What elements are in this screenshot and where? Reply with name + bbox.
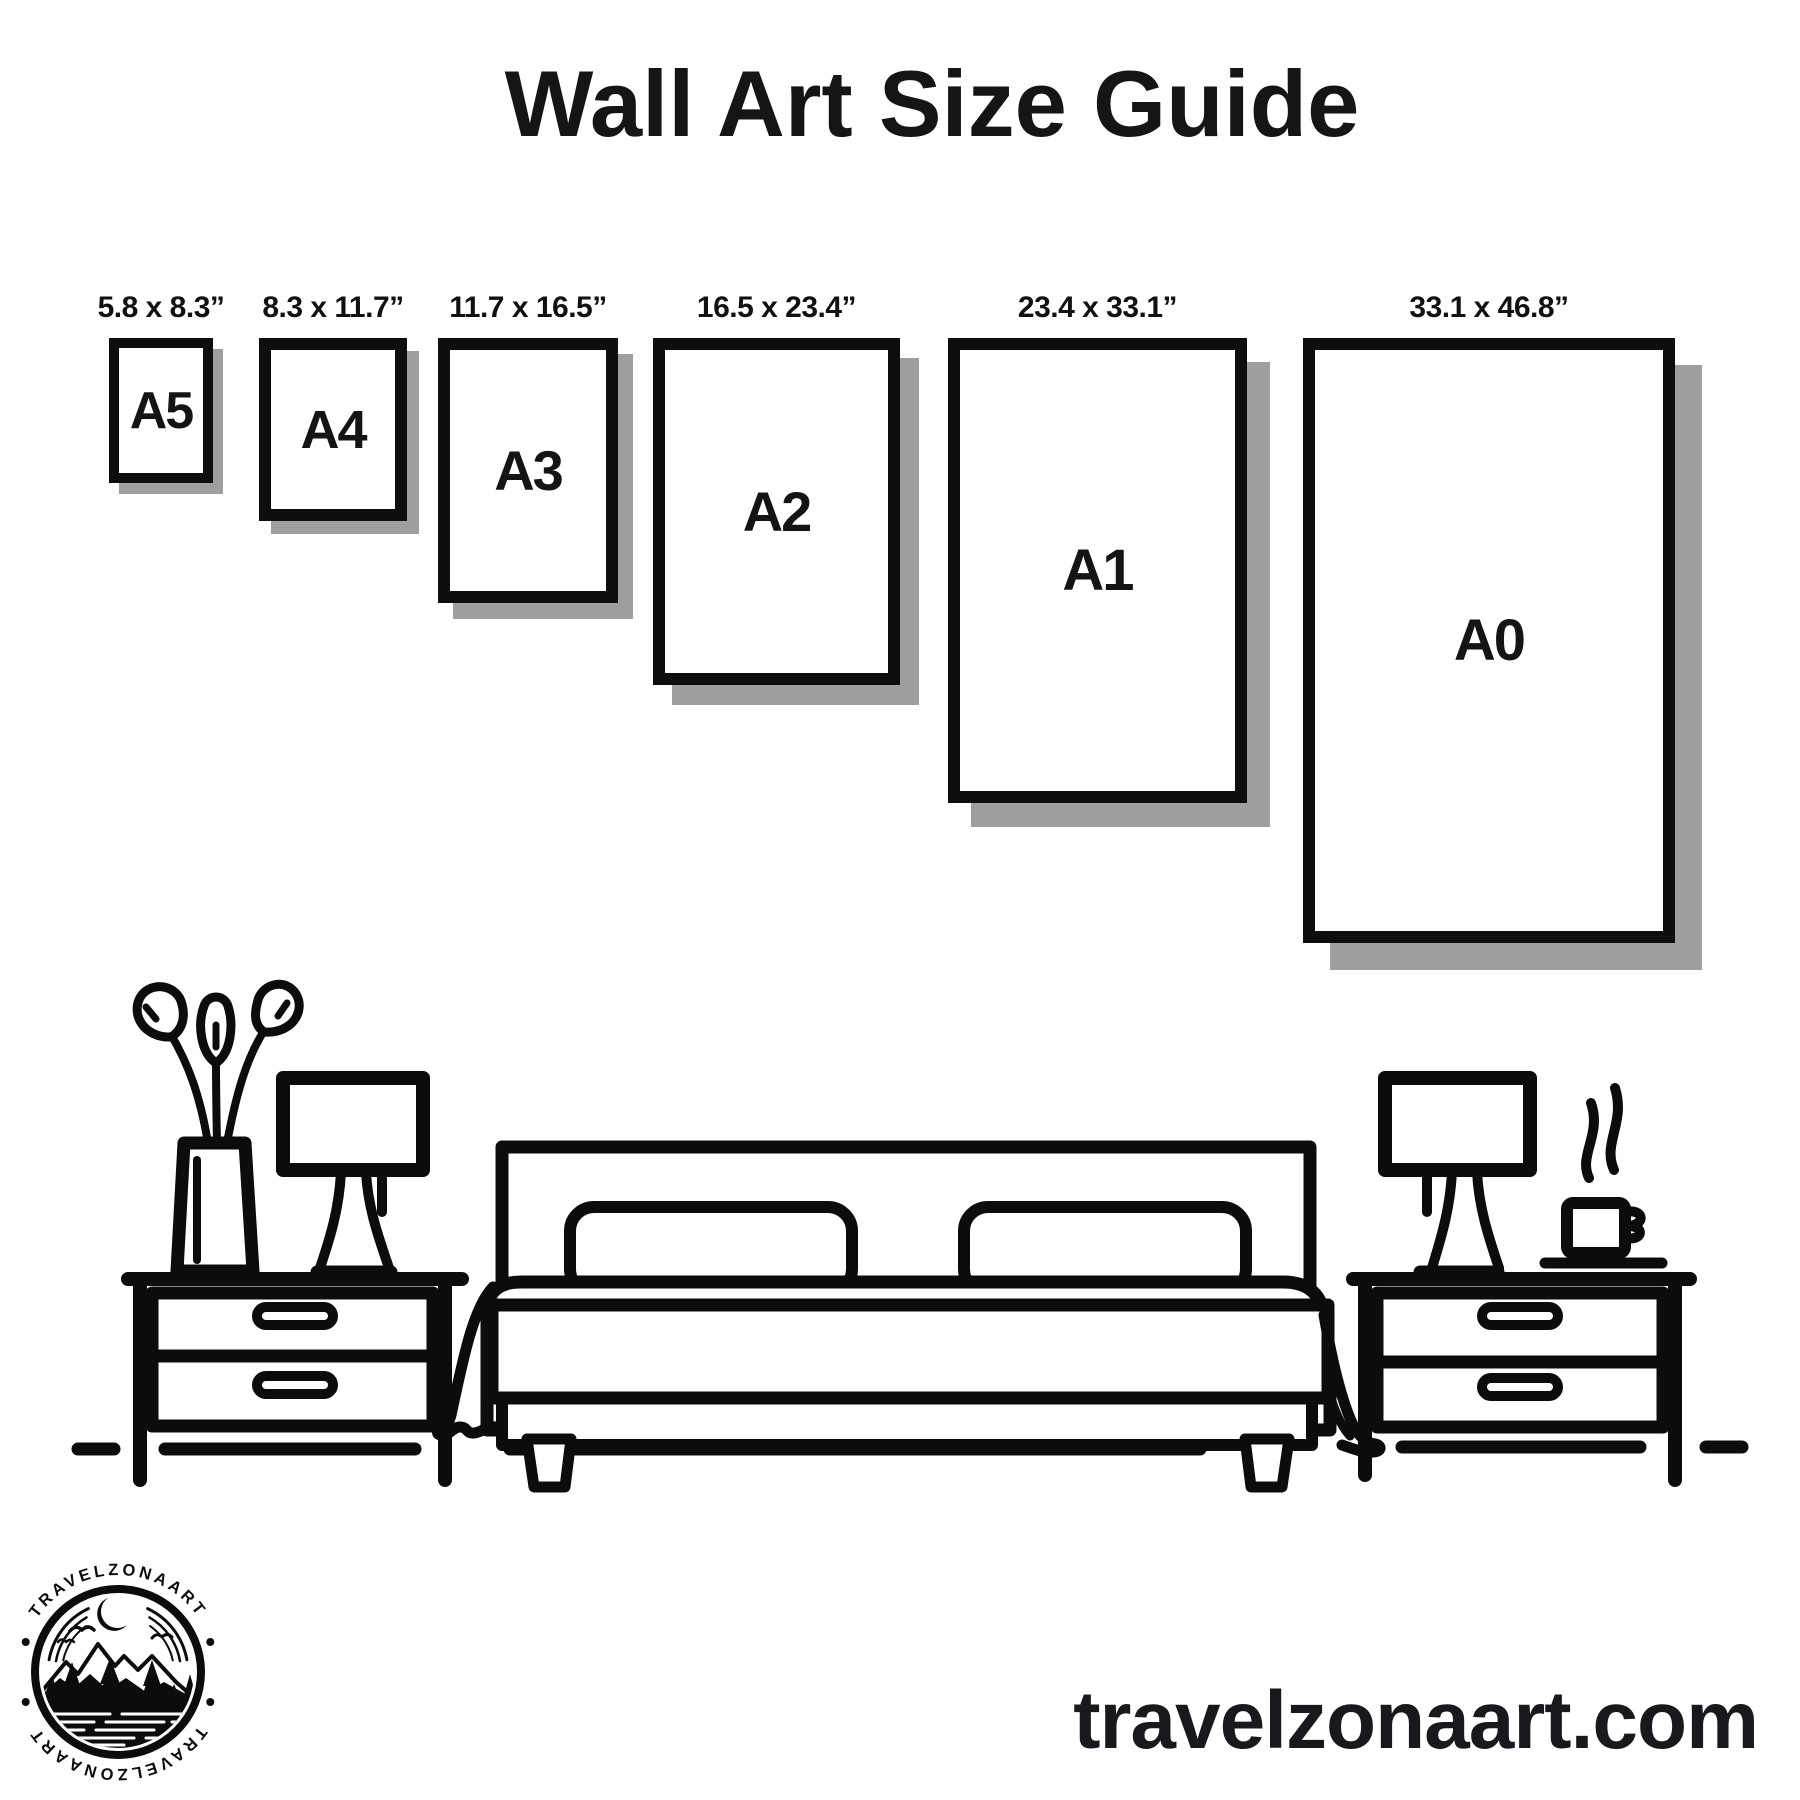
logo-dot-icon <box>206 1638 214 1646</box>
poster-frame-a0 <box>1303 338 1675 943</box>
poster-frame-a1 <box>948 338 1247 803</box>
logo-dot-icon <box>206 1698 214 1706</box>
poster-frame-a3 <box>438 338 618 603</box>
logo-dot-icon <box>22 1638 30 1646</box>
logo-text-bottom: TRAVELZONAART <box>25 1723 211 1784</box>
frame-name-label: A5 <box>129 381 193 440</box>
size-label-a2: 16.5 x 23.4” <box>696 291 857 324</box>
frame-name-label: A4 <box>300 399 366 460</box>
frame-name-label: A2 <box>742 480 811 543</box>
size-label-a0: 33.1 x 46.8” <box>1409 291 1569 324</box>
logo-text-top: TRAVELZONAART <box>25 1560 211 1621</box>
poster-frame-a2 <box>653 338 900 685</box>
vase-flowers-icon <box>137 984 299 1271</box>
table-lamp-icon <box>283 1078 423 1272</box>
frame-name-label: A0 <box>1453 608 1525 673</box>
size-label-a5: 5.8 x 8.3” <box>97 291 225 324</box>
size-label-a1: 23.4 x 33.1” <box>1017 291 1178 324</box>
website-url: travelzonaart.com <box>1073 1675 1758 1766</box>
logo-icon <box>22 1561 215 1783</box>
frame-name-label: A1 <box>1062 538 1133 603</box>
bedroom-scene-illustration <box>40 975 1760 1520</box>
size-label-a4: 8.3 x 11.7” <box>262 291 404 324</box>
frame-name-label: A3 <box>494 439 562 502</box>
bed-icon <box>437 1147 1380 1487</box>
poster-frame-a4 <box>259 338 407 521</box>
poster-frame-a5 <box>109 338 213 483</box>
size-label-a3: 11.7 x 16.5” <box>449 291 607 324</box>
logo-dot-icon <box>22 1698 30 1706</box>
coffee-cup-icon <box>1545 1088 1662 1263</box>
page-title: Wall Art Size Guide <box>504 51 1360 156</box>
brand-logo-badge <box>14 1556 226 1788</box>
table-lamp-icon <box>1385 1078 1530 1272</box>
